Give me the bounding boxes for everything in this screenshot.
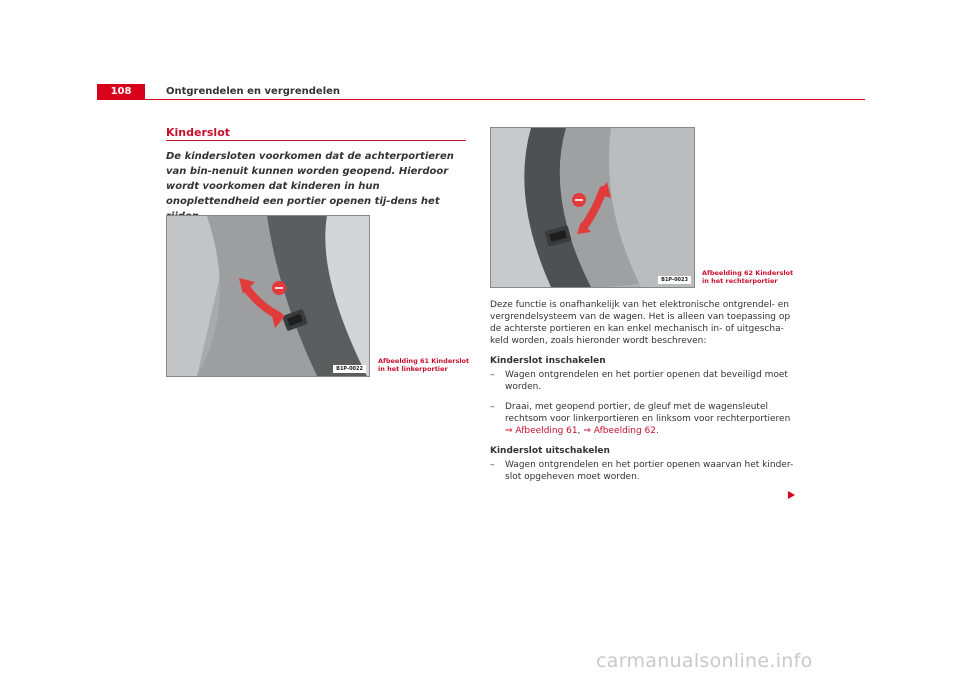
body-text — [490, 299, 796, 491]
figure-61-left-door-child-lock — [166, 215, 370, 377]
chapter-title: Ontgrendelen en vergrendelen — [166, 86, 341, 97]
caption-line: Afbeelding 61 Kinderslot — [378, 357, 470, 365]
caption-line: Afbeelding 62 Kinderslot — [702, 269, 794, 277]
figure-61-link[interactable]: ⇒ Afbeelding 61 — [505, 426, 578, 436]
page-number: 108 — [97, 84, 145, 100]
caption-line: in het linkerportier — [378, 365, 448, 373]
list-item — [490, 459, 796, 483]
section-intro: De kindersloten voorkomen dat de achterportieren van bin-nenuit kunnen worden geopend. Hierdoor wordt voorkomen dat kinderen in hun onoplettendheid een portier openen tij-dens het — [166, 151, 454, 207]
right-door-illustration — [491, 128, 694, 287]
step-text — [505, 401, 796, 437]
step-text: Wagen ontgrendelen en het portier openen dat beveiligd moet worden. — [505, 370, 788, 392]
enable-heading: Kinderslot inschakelen — [490, 356, 606, 366]
list-dash: – — [490, 370, 495, 380]
header-divider — [97, 99, 865, 100]
list-dash: – — [490, 460, 495, 470]
section-title: Kinderslot — [166, 126, 231, 139]
figure-62-link[interactable]: ⇒ Afbeelding 62 — [583, 426, 657, 436]
list-item — [490, 401, 796, 437]
section-divider — [166, 140, 466, 141]
figure-62-caption — [702, 269, 793, 285]
description-paragraph: Deze functie is onafhankelijk van het elektronische ontgrendel- en vergrendelsysteem van de wagen. Het is alleen van toepassing op de achterste portieren en kan enkel mechanisch in- of uitgescha-keld worden, zoals hieronder wordt beschreven: — [490, 300, 791, 346]
figure-62-right-door-child-lock — [490, 127, 695, 288]
list-dash: – — [490, 402, 495, 412]
left-door-illustration — [167, 216, 369, 376]
list-item — [490, 369, 796, 393]
figure-code: B1P-0023 — [658, 276, 691, 284]
step-text-main: Draai, met geopend portier, de gleuf met de wagensleutel rechtsom voor linkerportieren en linksom voor rechterportieren — [505, 402, 791, 424]
link-separator: , — [577, 426, 584, 436]
figure-code: B1P-0022 — [333, 365, 366, 373]
continue-arrow-icon — [788, 491, 795, 499]
disable-heading: Kinderslot uitschakelen — [490, 446, 610, 456]
figure-61-caption — [378, 357, 469, 373]
watermark: carmanualsonline.info — [596, 650, 813, 672]
step-text: Wagen ontgrendelen en het portier openen waarvan het kinder-slot opgeheven moet worden. — [505, 460, 794, 482]
caption-line: in het rechterportier — [702, 277, 778, 285]
step-end: . — [656, 426, 659, 436]
